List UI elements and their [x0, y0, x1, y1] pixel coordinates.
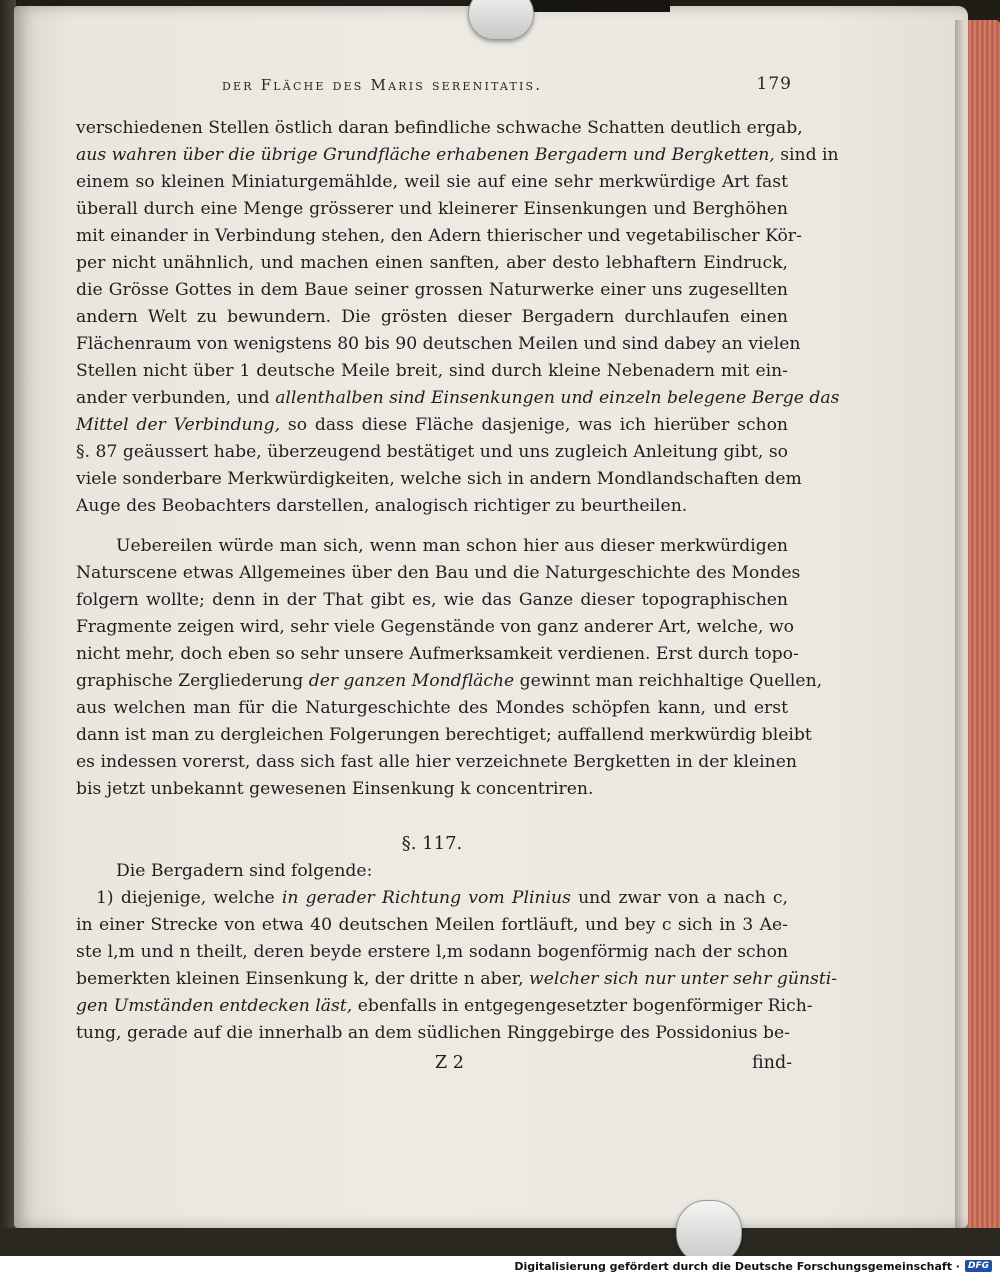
text-line — [76, 993, 813, 1020]
book-clip-top-icon — [468, 0, 534, 40]
scanner-bed-bottom — [0, 1228, 1000, 1256]
text-line — [76, 939, 788, 966]
text-segment: bemerkten kleinen Einsenkung k, der dritte n aber, — [76, 969, 530, 989]
text-segment: überall durch eine Menge grösserer und kleinerer Einsenkungen und Berghöhen — [76, 199, 788, 219]
italic-segment: der ganzen Mondfläche — [308, 671, 515, 691]
text-line — [76, 1020, 788, 1047]
text-line — [76, 668, 823, 695]
italic-segment: welcher sich nur unter sehr günsti- — [529, 969, 838, 989]
text-segment: tung, gerade auf die innerhalb an dem südlichen Ringgebirge des Possidonius be- — [76, 1023, 790, 1043]
text-line — [116, 858, 516, 885]
text-segment: aus welchen man für die Naturgeschichte des Mondes schöpfen kann, und erst — [76, 698, 788, 718]
text-segment: bis jetzt unbekannt gewesenen Einsenkung k concentriren. — [76, 779, 594, 799]
text-line — [76, 115, 803, 142]
text-segment: es indessen vorerst, dass sich fast alle hier verzeichnete Bergketten in der kleinen — [76, 752, 797, 772]
text-segment: ebenfalls in entgegengesetzter bogenförmiger Rich- — [352, 996, 813, 1016]
text-line — [116, 533, 788, 560]
text-line — [76, 304, 788, 331]
text-line — [76, 142, 839, 169]
italic-segment: Mittel der Verbindung, — [76, 415, 281, 435]
text-line — [76, 358, 788, 385]
text-line — [76, 695, 788, 722]
text-segment: Auge des Beobachters darstellen, analogisch richtiger zu beurtheilen. — [76, 496, 688, 516]
text-segment: sind in — [774, 145, 839, 165]
italic-segment: gen Umständen entdecken läst, — [76, 996, 353, 1016]
footer-credit — [0, 1256, 1000, 1276]
text-segment: gewinnt man reichhaltige Quellen, — [514, 671, 823, 691]
text-line — [76, 331, 801, 358]
text-segment: und zwar von a nach c, — [570, 888, 789, 908]
text-line — [76, 466, 802, 493]
running-head — [222, 76, 792, 102]
text-segment: Die Bergadern sind folgende: — [116, 861, 373, 881]
page-edge-shadow — [955, 20, 965, 1240]
text-segment: mit einander in Verbindung stehen, den Adern thierischer und vegetabilischer Kör- — [76, 226, 802, 246]
text-segment: §. 87 geäussert habe, überzeugend bestätiget und uns zugleich Anleitung gibt, so — [76, 442, 788, 462]
text-segment: dann ist man zu dergleichen Folgerungen berechtiget; auffallend merkwürdig bleibt — [76, 725, 812, 745]
text-segment: graphische Zergliederung — [76, 671, 309, 691]
signature-mark: Z 2 — [435, 1053, 464, 1073]
text-segment: Stellen nicht über 1 deutsche Meile breit, sind durch kleine Nebenadern mit ein- — [76, 361, 788, 381]
italic-segment: in gerader Richtung vom Plinius — [281, 888, 571, 908]
text-line — [76, 169, 788, 196]
text-line — [76, 722, 812, 749]
text-segment: Uebereilen würde man sich, wenn man schon hier aus dieser merkwürdigen — [116, 536, 788, 556]
text-segment: verschiedenen Stellen östlich daran befindliche schwache Schatten deutlich ergab, — [76, 118, 803, 138]
text-segment: in einer Strecke von etwa 40 deutschen Meilen fortläuft, und bey c sich in 3 Ae- — [76, 915, 788, 935]
footer-credit-text: Digitalisierung gefördert durch die Deutsche Forschungsgemeinschaft · — [514, 1259, 960, 1273]
catchword: find- — [752, 1053, 793, 1073]
text-segment: ander verbunden, und — [76, 388, 276, 408]
page-number: 179 — [756, 74, 792, 94]
text-line — [76, 385, 840, 412]
text-segment: per nicht unähnlich, und machen einen sanften, aber desto lebhaftern Eindruck, — [76, 253, 788, 273]
running-head-title: der Fläche des Maris serenitatis. — [222, 76, 543, 94]
text-segment: einem so kleinen Miniaturgemählde, weil sie auf eine sehr merkwürdige Art fast — [76, 172, 788, 192]
text-segment: Fragmente zeigen wird, sehr viele Gegenstände von ganz anderer Art, welche, wo — [76, 617, 795, 637]
italic-segment: allenthalben sind Einsenkungen und einzeln belegene Berge das — [275, 388, 840, 408]
text-segment: Naturscene etwas Allgemeines über den Bau und die Naturgeschichte des Mondes — [76, 563, 801, 583]
text-segment: ste l,m und n theilt, deren beyde erstere l,m sodann bogenförmig nach der schon — [76, 942, 788, 962]
section-heading — [76, 830, 788, 857]
text-segment: nicht mehr, doch eben so sehr unsere Aufmerksamkeit verdienen. Erst durch topo- — [76, 644, 799, 664]
text-line — [76, 966, 838, 993]
text-line — [76, 196, 788, 223]
text-segment: andern Welt zu bewundern. Die grösten dieser Bergadern durchlaufen einen — [76, 307, 788, 327]
text-line — [76, 277, 788, 304]
scanner-shadow — [510, 0, 670, 12]
text-line — [76, 439, 788, 466]
book-clip-bottom-icon — [676, 1200, 742, 1264]
text-line — [76, 587, 788, 614]
text-segment: Flächenraum von wenigstens 80 bis 90 deutschen Meilen und sind dabey an vielen — [76, 334, 801, 354]
text-line — [76, 250, 788, 277]
text-line — [96, 885, 788, 912]
text-line — [76, 776, 788, 803]
text-line — [76, 641, 799, 668]
text-segment: §. 117. — [401, 833, 463, 854]
text-segment: folgern wollte; denn in der That gibt es, wie das Ganze dieser topographischen — [76, 590, 788, 610]
text-segment: die Grösse Gottes in dem Baue seiner grossen Naturwerke einer uns zugesellten — [76, 280, 788, 300]
text-segment: 1) diejenige, welche — [96, 888, 282, 908]
text-line — [76, 493, 788, 520]
text-line — [76, 749, 797, 776]
italic-segment: aus wahren über die übrige Grundfläche erhabenen Bergadern und Bergketten, — [76, 145, 775, 165]
text-line — [76, 223, 802, 250]
text-segment: so dass diese Fläche dasjenige, was ich hierüber schon — [280, 415, 788, 435]
text-segment: viele sonderbare Merkwürdigkeiten, welche sich in andern Mondlandschaften dem — [76, 469, 802, 489]
dfg-logo-icon: DFG — [965, 1260, 992, 1272]
text-line — [76, 912, 788, 939]
text-line — [76, 614, 795, 641]
text-line — [76, 560, 801, 587]
text-line — [76, 412, 788, 439]
